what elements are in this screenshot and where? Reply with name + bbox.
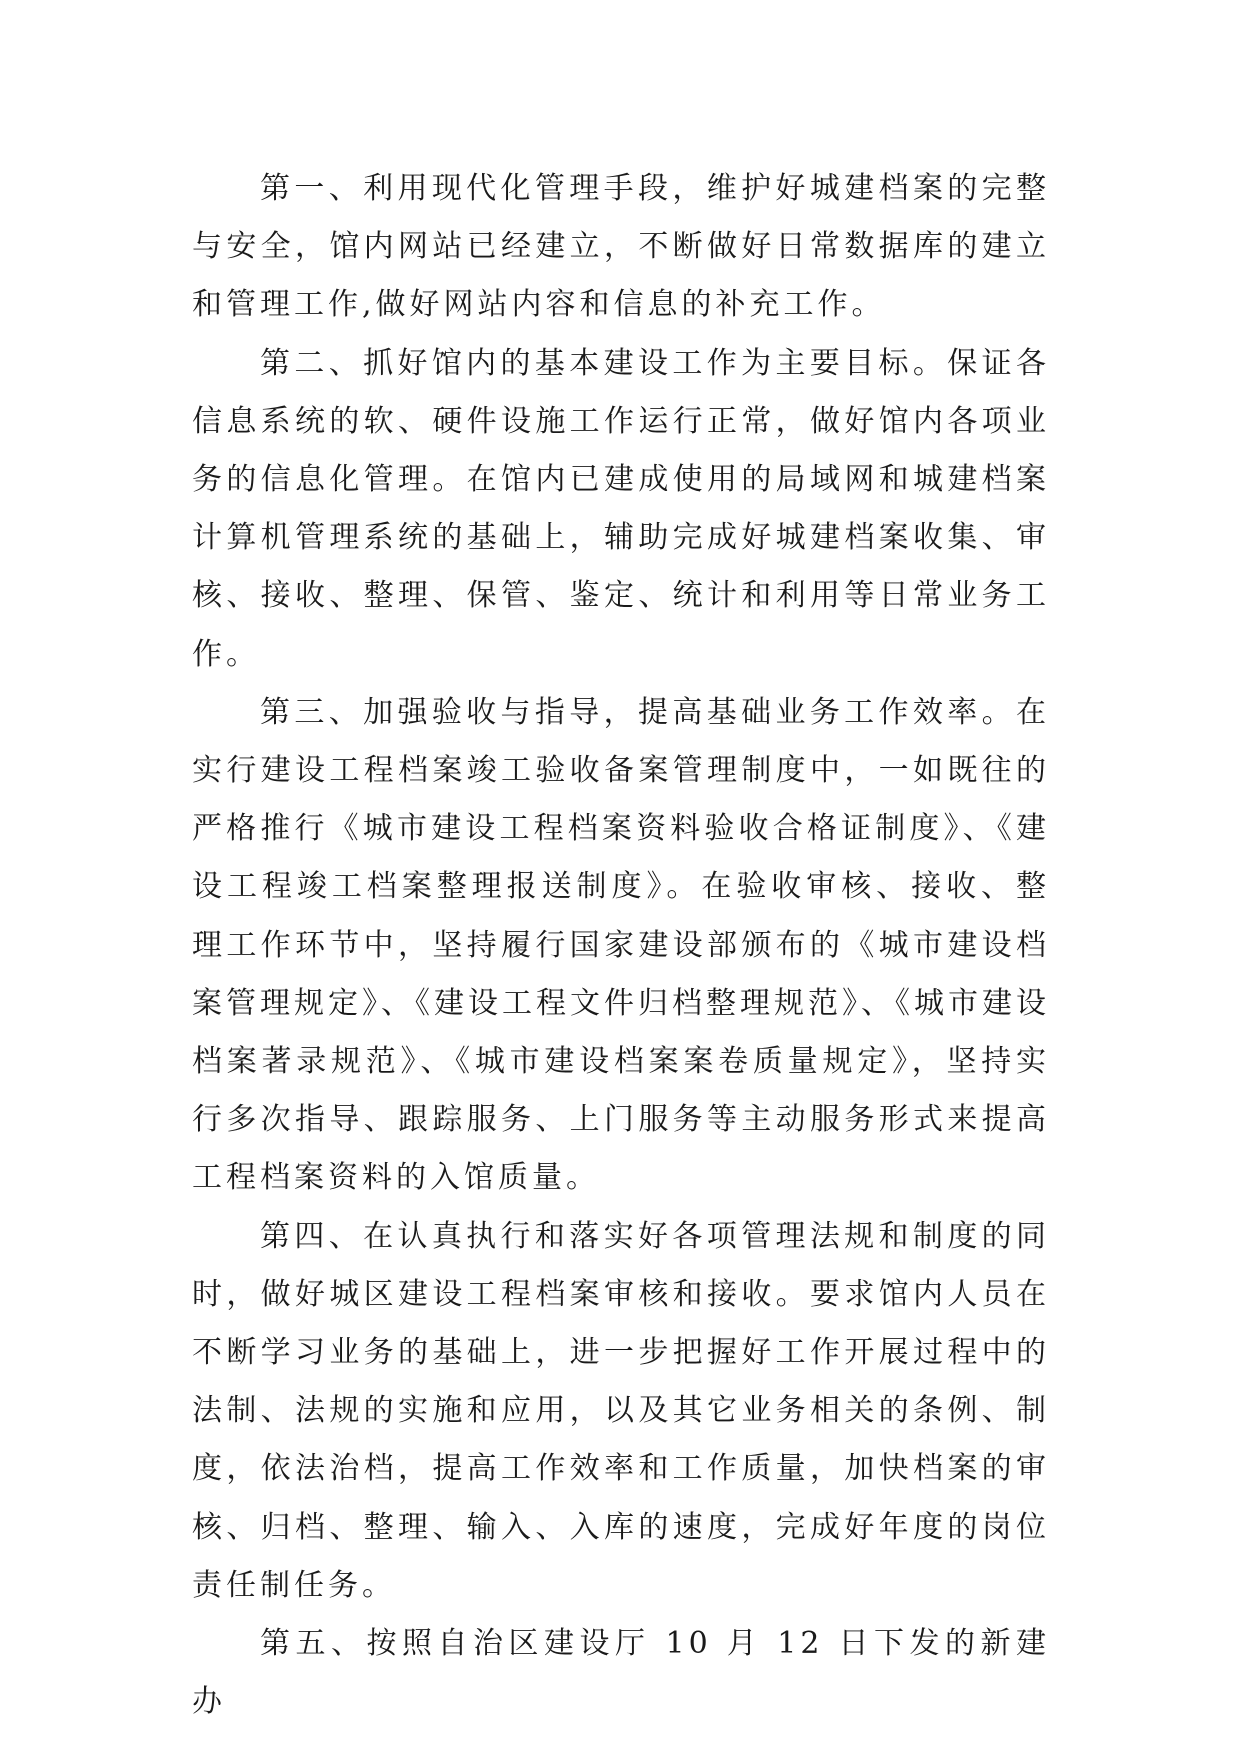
paragraph-5: 第五、按照自治区建设厅 10 月 12 日下发的新建办	[192, 1626, 1050, 1720]
paragraph-4: 第四、在认真执行和落实好各项管理法规和制度的同时，做好城区建设工程档案审核和接收。要求馆内人员在不断学习业务的基础上，进一步把握好工作开展过程中的法制、法规的实施和应用，以及其它业务相关的条例、制度，依法治档，提高工作效率和工作质量，加快档案的审核、归档、整理、输入、入库的速度，完成好年度的岗位责任制任务。	[192, 1218, 1050, 1603]
paragraph-1: 第一、利用现代化管理手段，维护好城建档案的完整与安全，馆内网站已经建立，不断做好日常数据库的建立和管理工作,做好网站内容和信息的补充工作。	[192, 171, 1050, 323]
paragraph-2: 第二、抓好馆内的基本建设工作为主要目标。保证各信息系统的软、硬件设施工作运行正常，做好馆内各项业务的信息化管理。在馆内已建成使用的局域网和城建档案计算机管理系统的基础上，辅助完成好城建档案收集、审核、接收、整理、保管、鉴定、统计和利用等日常业务工作。	[192, 345, 1050, 672]
paragraph-3: 第三、加强验收与指导，提高基础业务工作效率。在实行建设工程档案竣工验收备案管理制度中，一如既往的严格推行《城市建设工程档案资料验收合格证制度》、《建设工程竣工档案整理报送制度》。在验收审核、接收、整理工作环节中，坚持履行国家建设部颁布的《城市建设档案管理规定》、《建设工程文件归档整理规范》、《城市建设档案著录规范》、《城市建设档案案卷质量规定》，坚持实行多次指导、跟踪服务、上门服务等主动服务形式来提高工程档案资料的入馆质量。	[192, 694, 1050, 1196]
document-body	[192, 160, 1050, 1731]
